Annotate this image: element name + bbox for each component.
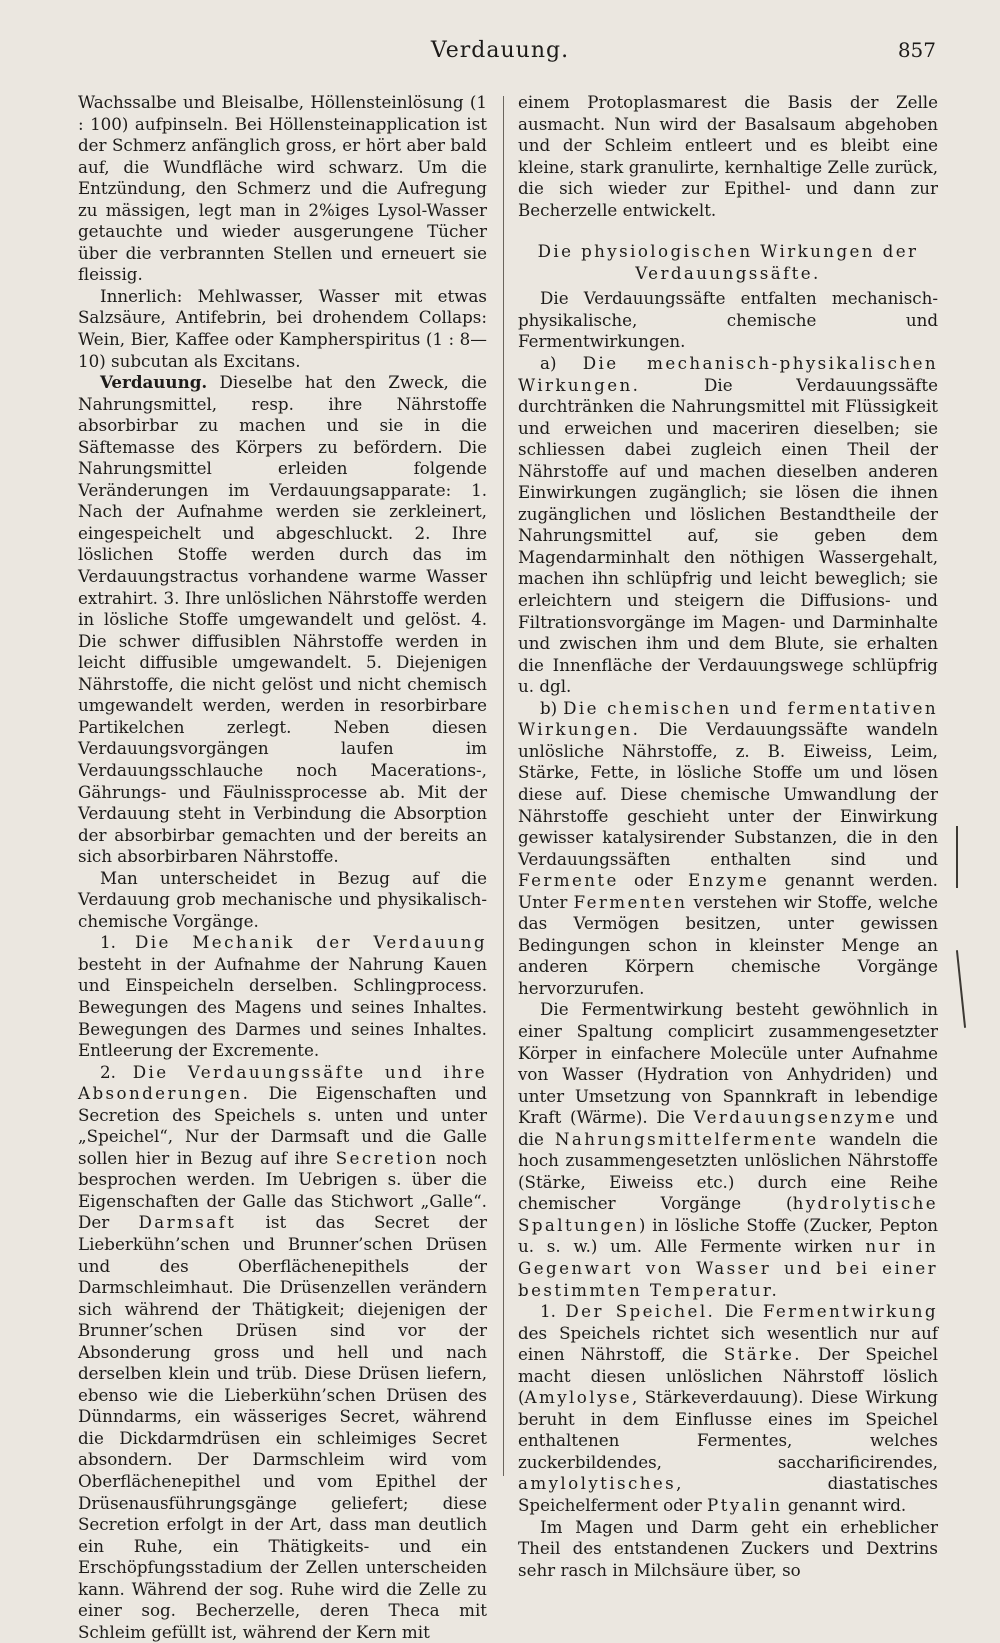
paragraph-text: besteht in der Aufnahme der Nahrung Kauen und Einspeicheln derselben. Schlingprocess. Bewegungen des Magens und seines Inhaltes. Bewegungen des Darmes und seines Inhaltes. Entleerung der Excremente. xyxy=(78,953,487,1061)
paragraph xyxy=(518,1517,938,1582)
paragraph-text: einem Protoplasmarest die Basis der Zelle ausmacht. Nun wird der Basalsaum abgehoben und der Schleim entleert und es bleibt eine kleine, stark granulirte, kernhaltige Zelle zurück, die sich wieder zur Epithel- und dann zur Becherzelle entwickelt. xyxy=(518,92,938,220)
paragraph xyxy=(78,932,487,1061)
right-column xyxy=(518,92,938,1581)
paragraph-text: verstehen wir Stoffe, welche das Vermögen besitzen, unter gewissen Bedingungen schon in kleinster Menge an anderen Körpern chemische Vorgänge hervorzurufen. xyxy=(518,891,938,998)
paragraph-text: Innerlich: Mehlwasser, Wasser mit etwas Salzsäure, Antifebrin, bei drohendem Collaps: Wein, Bier, Kaffee oder Kampherspiritus (1 : 8—10) subcutan als Excitans. xyxy=(78,285,487,371)
spaced-term: Fermente xyxy=(518,870,619,891)
left-column xyxy=(78,92,487,1643)
paragraph xyxy=(78,868,487,933)
paragraph xyxy=(518,92,938,221)
spaced-term: Nahrungsmittelfermente xyxy=(554,1128,819,1149)
paragraph xyxy=(78,372,487,868)
paragraph-text: genannt werden. Unter xyxy=(518,870,938,912)
spaced-term: Fermenten xyxy=(573,891,688,912)
spaced-term: Stärke. xyxy=(723,1344,802,1365)
paragraph-text: Die xyxy=(715,1301,763,1322)
paragraph-text: noch besprochen werden. Im Uebrigen s. über die Eigenschaften der Galle das Stichwort „Galle“. Der xyxy=(78,1147,487,1233)
paragraph xyxy=(518,288,938,353)
paragraph xyxy=(78,1062,487,1643)
paragraph-text: 2. xyxy=(100,1061,133,1082)
spaced-term: amylolytisches xyxy=(518,1473,677,1494)
margin-pencil-mark xyxy=(956,950,966,1028)
section-heading: Die physiologischen Wirkungen der Verdauungssäfte. xyxy=(537,241,919,283)
paragraph-text: Die Verdauungssäfte durchtränken die Nahrungsmittel mit Flüssigkeit und erweichen und maceriren dieselben; sie schliessen dabei zugleich einen Theil der Nährstoffe auf und machen dieselben anderen Einwirkungen zugänglich; sie lösen die ihnen zugänglichen und löslichen Bestandtheile der Nahrungsmittel auf, sie geben dem Magendarminhalt den nöthigen Wassergehalt, machen ihn schlüpfrig und leicht beweglich; sie erleichtern und steigern die Diffusions- und Filtrationsvorgänge im Magen- und Darminhalte und zwischen ihm und dem Blute, sie erhalten die Innenfläche der Verdauungswege schlüpfrig u. dgl. xyxy=(518,374,938,697)
paragraph-text: Man unterscheidet in Bezug auf die Verdauung grob mechanische und physikalisch-chemische Vorgänge. xyxy=(78,867,487,931)
paragraph-text: Der Speichel macht diesen unlöslichen Nährstoff löslich ( xyxy=(518,1344,938,1408)
paragraph-text: Die Fermentwirkung besteht gewöhnlich in einer Spaltung complicirt zusammengesetzter Körper in einfachere Molecüle unter Aufnahme von Wasser (Hydration von Anhydriden) und unter Umsetzung von Spannkraft in lebendige Kraft (Wärme). Die xyxy=(518,999,938,1128)
paragraph-text: genannt wird. xyxy=(782,1495,907,1515)
running-title: Verdauung. xyxy=(430,38,570,63)
paragraph-text: ist das Secret der Lieberkühn’schen und Brunner’schen Drüsen und des Oberflächenepithels der Darmschleimhaut. Die Drüsenzellen verändern sich während der Thätigkeit; diejenigen der Brunner’schen Drüsen sind vor der Absonderung gross und hell und nach derselben klein und trüb. Diese Drüsen liefern, ebenso wie die Lieberkühn’schen Drüsen des Dünndarms, ein wässeriges Secret, während die Dickdarmdrüsen ein schleimiges Secret absondern. Der Darmschleim wird vom Oberflächenepithel und vom Epithel der Drüsenausführungsgänge geliefert; diese Secretion erfolgt in der Art, dass man deutlich ein Ruhe, ein Thätigkeits- und ein Erschöpfungsstadium der Zellen unterscheiden kann. Während der sog. Ruhe wird die Zelle zu einer sog. Becherzelle, deren Theca mit Schleim gefüllt ist, während der Kern mit xyxy=(78,1212,487,1642)
paragraph-text: a) xyxy=(540,353,583,374)
paragraph-text: Im Magen und Darm geht ein erheblicher Theil des entstandenen Zuckers und Dextrins sehr rasch in Milchsäure über, so xyxy=(518,1516,938,1580)
paragraph xyxy=(518,353,938,698)
paragraph-text: ) in lösliche Stoffe (Zucker, Pepton u. s. w.) um. Alle Fermente wirken xyxy=(518,1214,938,1257)
paragraph-text: wandeln die hoch zusammengesetzten unlöslichen Nährstoffe (Stärke, Eiweiss etc.) durch eine Reihe chemischer Vorgänge ( xyxy=(518,1128,938,1214)
spaced-term: Die chemischen und fermentativen Wirkungen. xyxy=(518,697,938,740)
spaced-term: hydrolytische Spaltungen xyxy=(518,1193,938,1235)
paragraph-text: , diastatisches Speichelferment oder xyxy=(518,1473,938,1515)
spaced-term: Die Mechanik der Verdauung xyxy=(135,932,487,953)
paragraph xyxy=(518,999,938,1301)
paragraph-text: Die Verdauungssäfte wandeln unlösliche Nährstoffe, z. B. Eiweiss, Leim, Stärke, Fette, in lösliche Stoffe um und lösen diese auf. Diese chemische Umwandlung der Nährstoffe geschieht unter der Einwirkung gewisser katalysirender Substanzen, die in den Verdauungssäften enthalten sind und xyxy=(518,719,938,869)
paragraph xyxy=(518,1301,938,1516)
page-number: 857 xyxy=(897,38,936,62)
spaced-term: Die Verdauungssäfte und ihre Absonderungen. xyxy=(78,1061,487,1104)
spaced-term: Amylolyse xyxy=(524,1387,633,1408)
paragraph-text: des Speichels richtet sich wesentlich nur auf einen Nährstoff, die xyxy=(518,1322,938,1365)
column-divider xyxy=(503,96,504,1476)
entry-term: Verdauung. xyxy=(100,372,208,393)
spaced-term: Der Speichel. xyxy=(565,1301,716,1322)
spaced-term: Secretion xyxy=(335,1147,439,1168)
margin-pencil-mark xyxy=(956,826,958,888)
paragraph xyxy=(518,698,938,1000)
paragraph-text: Dieselbe hat den Zweck, die Nahrungsmittel, resp. ihre Nährstoffe absorbirbar zu machen und sie in die Säftemasse des Körpers zu befördern. Die Nahrungsmittel erleiden folgende Veränderungen im Verdauungsapparate: 1. Nach der Aufnahme werden sie zerkleinert, eingespeichelt und abgeschluckt. 2. Ihre löslichen Stoffe werden durch das im Verdauungstractus vorhandene warme Wasser extrahirt. 3. Ihre unlöslichen Nährstoffe werden in lösliche Stoffe umgewandelt und gelöst. 4. Die schwer diffusiblen Nährstoffe werden in leicht diffusible umgewandelt. 5. Diejenigen Nährstoffe, die nicht gelöst und nicht chemisch umgewandelt werden, werden in resorbirbare Partikelchen zerlegt. Neben diesen Verdauungsvorgängen laufen im Verdauungsschlauche noch Macerations-, Gährungs- und Fäulnissprocesse ab. Mit der Verdauung steht in Verbindung die Absorption der absorbirbar gemachten und der bereits an sich absorbirbaren Nährstoffe. xyxy=(78,372,487,867)
paragraph xyxy=(78,286,487,372)
paragraph-text: oder xyxy=(618,870,688,891)
paragraph-text: Die Eigenschaften und Secretion des Speichels s. unten und unter „Speichel“, Nur der Darmsaft und die Galle sollen hier in Bezug auf ihre xyxy=(78,1083,487,1168)
paragraph-text: Die Verdauungssäfte entfalten mechanisch-physikalische, chemische und Fermentwirkungen. xyxy=(518,288,938,352)
paragraph xyxy=(78,92,487,286)
spaced-term: nur in Gegenwart von Wasser und bei einer bestimmten Temperatur. xyxy=(518,1236,938,1300)
page-header xyxy=(0,38,1000,72)
spaced-term: Ptyalin xyxy=(707,1495,783,1515)
paragraph-text: und die xyxy=(518,1107,939,1149)
paragraph-text: Wachssalbe und Bleisalbe, Höllensteinlösung (1 : 100) aufpinseln. Bei Höllensteinapplication ist der Schmerz anfänglich gross, er hört aber bald auf, die Wundfläche wird schwarz. Um die Entzündung, den Schmerz und die Aufregung zu mässigen, legt man in 2%iges Lysol-Wasser getauchte und wieder ausgerungene Tücher über die verbrannten Stellen und erneuert sie fleissig. xyxy=(78,92,487,285)
spaced-term: Darmsaft xyxy=(138,1212,237,1233)
paragraph-text: , Stärkeverdauung). Diese Wirkung beruht in dem Einflusse eines im Speichel enthaltenen Fermentes, welches zuckerbildendes, saccharificirendes, xyxy=(518,1387,938,1472)
spaced-term: Verdauungsenzyme xyxy=(693,1107,898,1128)
spaced-term: Die mechanisch-physikalischen Wirkungen. xyxy=(518,353,938,395)
spaced-term: Enzyme xyxy=(687,870,770,891)
paragraph-text: 1. xyxy=(100,932,136,953)
spaced-term: Fermentwirkung xyxy=(762,1301,938,1322)
paragraph-text: b) xyxy=(540,697,564,718)
paragraph-text: 1. xyxy=(540,1301,566,1322)
